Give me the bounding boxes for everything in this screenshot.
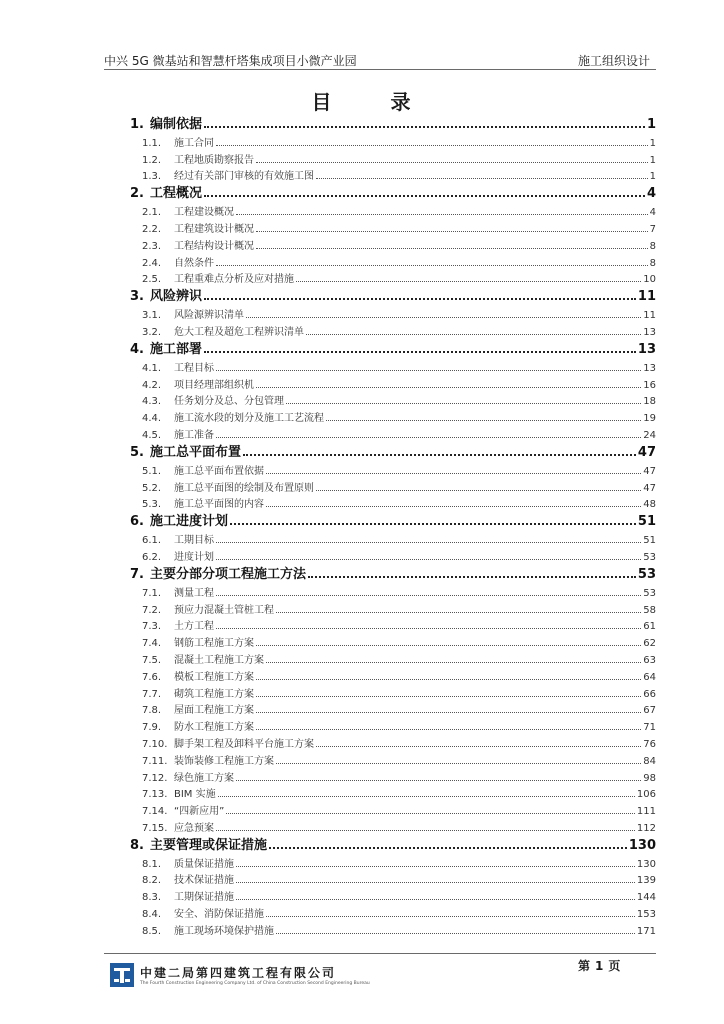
toc-leader-dots [316, 745, 641, 747]
toc-entry-page: 111 [636, 806, 656, 818]
toc-leader-dots [204, 194, 645, 197]
toc-leader-dots [216, 627, 641, 629]
toc-entry-number: 4.3. [142, 396, 162, 408]
toc-entry-title: 绿色施工方案 [174, 772, 234, 784]
toc-entry-page: 1 [649, 137, 656, 149]
toc-entry-title: 危大工程及超危工程辨识清单 [174, 326, 304, 338]
toc-entry-page: 7 [649, 223, 656, 235]
footer-rule [104, 953, 656, 954]
toc-entry-title: 技术保证措施 [174, 875, 234, 887]
toc-leader-dots [266, 505, 641, 507]
toc-entry-page: 1 [649, 171, 656, 183]
toc-entry-page: 63 [643, 654, 656, 666]
toc-leader-dots [204, 297, 636, 300]
toc-entry-number: 7.6. [142, 671, 162, 683]
toc-entry-number: 7.11. [142, 755, 168, 767]
toc-entry-title: 工程概况 [150, 186, 203, 202]
toc-title [0, 86, 724, 116]
toc-leader-dots [246, 316, 641, 318]
toc-entry-page: 11 [643, 310, 656, 322]
toc-section-entry[interactable] [130, 632, 656, 649]
toc-entry-page: 13 [637, 341, 656, 357]
header-rule [104, 69, 656, 70]
toc-entry-number: 2.1. [142, 207, 162, 219]
header-project-name: 中兴 5G 微基站和智慧杆塔集成项目小微产业园 [104, 54, 357, 68]
toc-chapter-entry[interactable] [130, 563, 656, 582]
toc-entry-number: 5.1. [142, 465, 162, 477]
toc-leader-dots [243, 453, 636, 456]
toc-title-char-2: 录 [390, 90, 413, 114]
toc-leader-dots [266, 472, 641, 474]
toc-section-entry[interactable] [130, 599, 656, 616]
toc-entry-page: 51 [643, 535, 656, 547]
toc-leader-dots [218, 795, 635, 797]
toc-entry-number: 2.3. [142, 240, 162, 252]
toc-leader-dots [216, 541, 641, 543]
toc-entry-title: 砌筑工程施工方案 [174, 688, 254, 700]
toc-entry-number: 6. [130, 514, 144, 530]
toc-entry-number: 1.3. [142, 171, 162, 183]
toc-entry-number: 5.3. [142, 499, 162, 511]
toc-section-entry[interactable] [130, 683, 656, 700]
toc-entry-number: 4. [130, 341, 144, 357]
header-doc-type: 施工组织设计 [577, 54, 650, 68]
toc-entry-page: 53 [637, 566, 656, 582]
toc-entry-page: 106 [636, 789, 656, 801]
toc-entry-page: 24 [643, 429, 656, 441]
toc-section-entry[interactable] [130, 477, 656, 494]
toc-entry-page: 53 [643, 551, 656, 563]
toc-entry-page: 13 [643, 362, 656, 374]
toc-leader-dots [306, 333, 641, 335]
toc-leader-dots [316, 177, 648, 179]
toc-section-entry[interactable] [130, 529, 656, 546]
toc-entry-page: 8 [649, 257, 656, 269]
toc-section-entry[interactable] [130, 321, 656, 338]
toc-entry-title: BIM 实施 [174, 789, 216, 801]
toc-section-entry[interactable] [130, 407, 656, 424]
toc-entry-page: 1 [646, 117, 656, 132]
toc-entry-title: 工程建设概况 [174, 207, 234, 219]
toc-section-entry[interactable] [130, 616, 656, 633]
toc-entry-title: 施工总平面布置依据 [174, 465, 264, 477]
toc-leader-dots [236, 779, 641, 781]
toc-entry-title: 经过有关部门审核的有效施工图 [174, 171, 314, 183]
toc-entry-number: 7.14. [142, 806, 168, 818]
toc-entry-number: 7.1. [142, 587, 162, 599]
toc-entry-number: 7.7. [142, 688, 162, 700]
toc-entry-number: 7.13. [142, 789, 168, 801]
toc-section-entry[interactable] [130, 460, 656, 477]
footer-page-suffix: 页 [608, 959, 621, 973]
toc-entry-title: 进度计划 [174, 551, 214, 563]
toc-entry-title: 预应力混凝土管桩工程 [174, 604, 274, 616]
toc-section-entry[interactable] [130, 733, 656, 750]
toc-entry-page: 1 [649, 154, 656, 166]
toc-entry-title: 工期保证措施 [174, 892, 234, 904]
toc-entry-title: 任务划分及总、分包管理 [174, 396, 284, 408]
toc-entry-number: 8.4. [142, 909, 162, 921]
toc-leader-dots [276, 762, 641, 764]
toc-section-entry[interactable] [130, 784, 656, 801]
toc-section-entry[interactable] [130, 218, 656, 235]
toc-entry-page: 13 [643, 326, 656, 338]
toc-section-entry[interactable] [130, 920, 656, 937]
toc-entry-page: 112 [636, 822, 656, 834]
toc-leader-dots [226, 812, 635, 814]
toc-section-entry[interactable] [130, 304, 656, 321]
toc-entry-page: 171 [636, 925, 656, 937]
toc-entry-title: 工程重难点分析及应对措施 [174, 274, 294, 286]
toc-entry-title: 施工总平面图的绘制及布置原则 [174, 482, 314, 494]
toc-leader-dots [256, 728, 641, 730]
toc-entry-title: 主要管理或保证措施 [150, 837, 268, 853]
toc-entry-number: 3.1. [142, 310, 162, 322]
toc-leader-dots [216, 558, 641, 560]
toc-entry-page: 48 [643, 499, 656, 511]
toc-section-entry[interactable] [130, 700, 656, 717]
toc-entry-title: 主要分部分项工程施工方法 [150, 566, 307, 582]
toc-entry-number: 2.2. [142, 223, 162, 235]
toc-entry-page: 47 [637, 444, 656, 460]
toc-entry-title: 工程地质勘察报告 [174, 154, 254, 166]
toc-entry-title: 风险源辨识清单 [174, 310, 244, 322]
toc-entry-page: 58 [643, 604, 656, 616]
toc-entry-number: 1. [130, 117, 144, 132]
toc-title-char-1: 目 [311, 90, 334, 114]
toc-leader-dots [308, 575, 636, 578]
company-name-english: The Fourth Construction Engineering Company Ltd. of China Construction Second Engineering Bureau [140, 981, 370, 986]
toc-entry-title: 施工准备 [174, 429, 214, 441]
toc-entry-title: 土方工程 [174, 621, 214, 633]
toc-section-entry[interactable] [130, 767, 656, 784]
toc-leader-dots [216, 829, 635, 831]
toc-section-entry[interactable] [130, 903, 656, 920]
company-logo-icon [110, 963, 134, 987]
toc-entry-page: 62 [643, 638, 656, 650]
toc-entry-page: 16 [643, 379, 656, 391]
toc-entry-number: 4.2. [142, 379, 162, 391]
toc-entry-page: 153 [636, 909, 656, 921]
toc-entry-title: 质量保证措施 [174, 858, 234, 870]
toc-entry-title: 风险辨识 [150, 289, 203, 305]
footer-page-number [578, 957, 620, 974]
toc-entry-number: 7.9. [142, 722, 162, 734]
toc-leader-dots [236, 865, 635, 867]
toc-entry-page: 8 [649, 240, 656, 252]
toc-leader-dots [230, 522, 636, 525]
toc-leader-dots [216, 369, 641, 371]
toc-entry-page: 19 [643, 413, 656, 425]
toc-entry-page: 98 [643, 772, 656, 784]
toc-entry-title: 屋面工程施工方案 [174, 705, 254, 717]
toc-entry-number: 8. [130, 837, 144, 853]
toc-leader-dots [276, 611, 641, 613]
toc-entry-page: 130 [636, 858, 656, 870]
toc-leader-dots [266, 661, 641, 663]
toc-leader-dots [256, 230, 648, 232]
toc-entry-page: 64 [643, 671, 656, 683]
footer-page-value: 1 [595, 959, 604, 973]
toc-leader-dots [256, 161, 648, 163]
toc-entry-number: 5.2. [142, 482, 162, 494]
toc-section-entry[interactable] [130, 132, 656, 149]
toc-entry-number: 7.2. [142, 604, 162, 616]
toc-section-entry[interactable] [130, 750, 656, 767]
toc-entry-title: 工期目标 [174, 535, 214, 547]
toc-leader-dots [216, 594, 641, 596]
toc-entry-title: 施工流水段的划分及施工工艺流程 [174, 413, 324, 425]
toc-leader-dots [276, 932, 635, 934]
toc-entry-number: 1.2. [142, 154, 162, 166]
toc-leader-dots [236, 898, 635, 900]
toc-leader-dots [286, 402, 641, 404]
toc-leader-dots [204, 125, 645, 128]
toc-section-entry[interactable] [130, 853, 656, 870]
toc-entry-number: 7.12. [142, 772, 168, 784]
toc-entry-title: 模板工程施工方案 [174, 671, 254, 683]
toc-chapter-entry[interactable] [130, 182, 656, 201]
toc-entry-page: 10 [643, 274, 656, 286]
toc-entry-title: 施工合同 [174, 137, 214, 149]
toc-leader-dots [266, 915, 635, 917]
toc-entry-title: 安全、消防保证措施 [174, 909, 264, 921]
toc-entry-number: 4.4. [142, 413, 162, 425]
toc-section-entry[interactable] [130, 149, 656, 166]
toc-entry-page: 51 [637, 514, 656, 530]
toc-entry-number: 7.15. [142, 822, 168, 834]
toc-entry-number: 7.3. [142, 621, 162, 633]
toc-entry-page: 84 [643, 755, 656, 767]
toc-entry-title: 自然条件 [174, 257, 214, 269]
toc-entry-page: 71 [643, 722, 656, 734]
toc-leader-dots [236, 881, 635, 883]
toc-entry-title: 施工总平面图的内容 [174, 499, 264, 511]
toc-entry-number: 7. [130, 566, 144, 582]
toc-entry-title: 施工进度计划 [150, 514, 229, 530]
company-name: 中建二局第四建筑工程有限公司 [140, 966, 337, 980]
toc-entry-page: 53 [643, 587, 656, 599]
toc-entry-page: 76 [643, 738, 656, 750]
toc-entry-page: 4 [646, 186, 656, 202]
toc-entry-number: 4.5. [142, 429, 162, 441]
toc-entry-number: 6.2. [142, 551, 162, 563]
toc-section-entry[interactable] [130, 582, 656, 599]
toc-section-entry[interactable] [130, 817, 656, 834]
toc-entry-title: 脚手架工程及卸料平台施工方案 [174, 738, 314, 750]
toc-entry-title: 防水工程施工方案 [174, 722, 254, 734]
toc-entry-number: 2.4. [142, 257, 162, 269]
toc-entry-page: 47 [643, 465, 656, 477]
toc-entry-title: 施工部署 [150, 341, 203, 357]
toc-entry-title: 工程结构设计概况 [174, 240, 254, 252]
toc-entry-title: 工程建筑设计概况 [174, 223, 254, 235]
toc-entry-page: 130 [628, 837, 656, 853]
toc-chapter-entry[interactable] [130, 510, 656, 529]
toc-leader-dots [256, 711, 641, 713]
toc-section-entry[interactable] [130, 424, 656, 441]
toc-chapter-entry[interactable] [130, 285, 656, 304]
page-header [104, 48, 656, 70]
toc-leader-dots [256, 644, 641, 646]
toc-entry-number: 8.2. [142, 875, 162, 887]
toc-entry-title: “四新应用” [174, 806, 225, 818]
toc-entry-number: 8.5. [142, 925, 162, 937]
toc-section-entry[interactable] [130, 666, 656, 683]
toc-leader-dots [236, 213, 648, 215]
toc-entry-number: 4.1. [142, 362, 162, 374]
toc-entry-number: 6.1. [142, 535, 162, 547]
toc-entry-page: 18 [643, 396, 656, 408]
toc-entry-number: 3. [130, 289, 144, 305]
toc-entry-page: 144 [636, 892, 656, 904]
toc-entry-page: 139 [636, 875, 656, 887]
toc-section-entry[interactable] [130, 166, 656, 183]
toc-entry-title: 项目经理部组织机 [174, 379, 254, 391]
toc-entry-title: 测量工程 [174, 587, 214, 599]
toc-leader-dots [326, 419, 641, 421]
toc-entry-title: 应急预案 [174, 822, 214, 834]
toc-entry-page: 66 [643, 688, 656, 700]
toc-entry-title: 钢筋工程施工方案 [174, 638, 254, 650]
toc-leader-dots [256, 247, 648, 249]
toc-entry-number: 5. [130, 444, 144, 460]
toc-entry-number: 3.2. [142, 326, 162, 338]
toc-entry-number: 8.3. [142, 892, 162, 904]
toc-entry-number: 8.1. [142, 858, 162, 870]
toc-entry-number: 1.1. [142, 137, 162, 149]
toc-section-entry[interactable] [130, 374, 656, 391]
toc-entry-title: 施工总平面布置 [150, 444, 242, 460]
toc-entry-number: 2.5. [142, 274, 162, 286]
toc-section-entry[interactable] [130, 546, 656, 563]
toc-section-entry[interactable] [130, 252, 656, 269]
toc-entry-title: 混凝土工程施工方案 [174, 654, 264, 666]
toc-section-entry[interactable] [130, 649, 656, 666]
toc-leader-dots [216, 436, 641, 438]
toc-section-entry[interactable] [130, 886, 656, 903]
toc-leader-dots [256, 678, 641, 680]
toc-section-entry[interactable] [130, 269, 656, 286]
toc-leader-dots [296, 280, 641, 282]
toc-entry-title: 施工现场环境保护措施 [174, 925, 274, 937]
toc-section-entry[interactable] [130, 800, 656, 817]
footer-page-prefix: 第 [578, 959, 591, 973]
toc-section-entry[interactable] [130, 716, 656, 733]
toc-section-entry[interactable] [130, 494, 656, 511]
toc-entry-title: 装饰装修工程施工方案 [174, 755, 274, 767]
toc-leader-dots [204, 350, 636, 353]
toc-chapter-entry[interactable] [130, 338, 656, 357]
toc-entry-title: 工程目标 [174, 362, 214, 374]
toc-entry-title: 编制依据 [150, 117, 203, 132]
toc-entry-number: 7.4. [142, 638, 162, 650]
toc-entry-number: 7.8. [142, 705, 162, 717]
toc-leader-dots [316, 489, 641, 491]
toc-section-entry[interactable] [130, 201, 656, 218]
toc-section-entry[interactable] [130, 235, 656, 252]
toc-leader-dots [256, 695, 641, 697]
toc-entry-number: 7.10. [142, 738, 168, 750]
toc-chapter-entry[interactable] [130, 834, 656, 853]
toc-entry-page: 67 [643, 705, 656, 717]
toc-entry-number: 2. [130, 186, 144, 202]
table-of-contents [130, 113, 656, 937]
toc-section-entry[interactable] [130, 357, 656, 374]
toc-entry-number: 7.5. [142, 654, 162, 666]
toc-section-entry[interactable] [130, 391, 656, 408]
toc-leader-dots [269, 846, 627, 849]
toc-chapter-entry[interactable] [130, 113, 656, 132]
toc-entry-page: 4 [649, 207, 656, 219]
toc-leader-dots [256, 386, 641, 388]
toc-entry-page: 47 [643, 482, 656, 494]
toc-section-entry[interactable] [130, 870, 656, 887]
toc-entry-page: 61 [643, 621, 656, 633]
toc-entry-page: 11 [637, 289, 656, 305]
toc-leader-dots [216, 264, 648, 266]
toc-chapter-entry[interactable] [130, 441, 656, 460]
toc-leader-dots [216, 144, 648, 146]
